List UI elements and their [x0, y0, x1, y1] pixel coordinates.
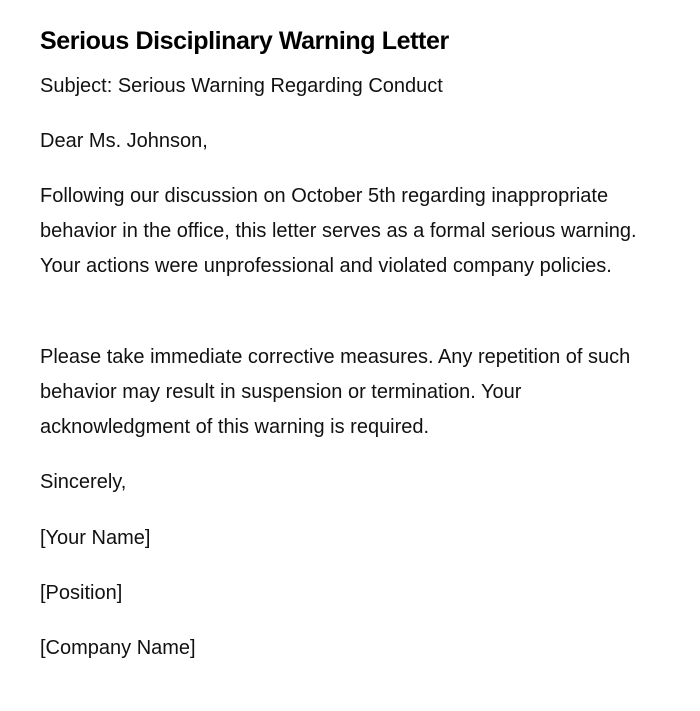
letter-paragraph-1: Following our discussion on October 5th regarding inappropriate behavior in the office, this letter serves as a formal serious warning. Your actions were unprofessional and violated company policies. [40, 185, 637, 277]
letter-paragraph-2: Please take immediate corrective measures. Any repetition of such behavior may result in suspension or termination. Your acknowledgment of this warning is required. [40, 346, 631, 438]
letter-subject: Subject: Serious Warning Regarding Conduct [40, 75, 443, 97]
letter-closing: Sincerely, [40, 471, 127, 493]
signature-company: [Company Name] [40, 637, 196, 659]
letter-title: Serious Disciplinary Warning Letter [40, 27, 449, 55]
signature-position: [Position] [40, 582, 123, 604]
letter-greeting: Dear Ms. Johnson, [40, 130, 208, 152]
signature-name: [Your Name] [40, 527, 151, 549]
